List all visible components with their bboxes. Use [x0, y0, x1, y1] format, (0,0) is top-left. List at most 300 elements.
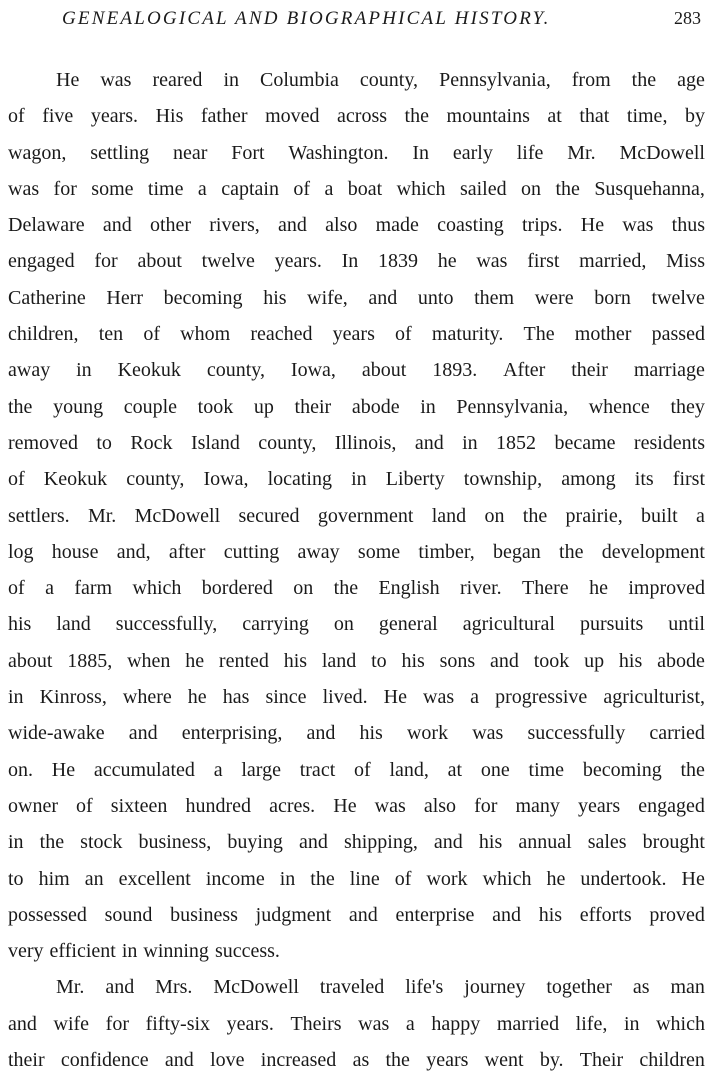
word: in: [223, 69, 239, 91]
text-line: [8, 98, 705, 134]
word: he: [589, 577, 608, 600]
word: becoming: [582, 758, 662, 781]
word: business: [170, 903, 238, 926]
word: sales: [587, 831, 627, 854]
word: winning: [143, 940, 209, 963]
word: He: [333, 794, 357, 817]
word: for: [474, 794, 498, 817]
word: years: [577, 794, 621, 817]
word: cutting: [223, 540, 280, 563]
word: Illinois,: [334, 431, 397, 454]
word: After: [503, 359, 546, 382]
word: McDowell: [213, 976, 299, 999]
word: reared: [152, 69, 203, 91]
word: the: [8, 395, 33, 418]
text-line: [8, 715, 705, 751]
word: made: [375, 214, 419, 237]
word: life,: [575, 1012, 608, 1035]
word: young: [53, 395, 104, 418]
text-line: [8, 171, 705, 207]
word: excellent: [118, 867, 191, 890]
word: and: [492, 903, 521, 926]
word: land: [56, 613, 91, 636]
word: from: [571, 69, 611, 91]
text-line: [8, 1042, 705, 1078]
word: Mr.: [567, 141, 596, 164]
word: his: [8, 613, 32, 636]
word: county,: [258, 431, 317, 454]
word: Fort: [231, 141, 265, 164]
word: years.: [274, 250, 322, 273]
word: coasting: [437, 214, 504, 237]
text-line: [8, 498, 705, 534]
word: wife,: [307, 286, 348, 309]
word: when: [127, 649, 171, 672]
text-line: [8, 788, 705, 824]
word: in: [462, 431, 478, 454]
word: Columbia: [260, 69, 339, 91]
word: captain: [221, 177, 279, 200]
word: confidence: [60, 1049, 149, 1072]
word: went: [484, 1049, 524, 1072]
word: Mr.: [87, 504, 117, 527]
word: shipping,: [343, 831, 418, 854]
word: after: [168, 540, 206, 563]
word: tract: [299, 758, 336, 781]
body-text: [8, 62, 705, 1078]
word: increased: [260, 1049, 337, 1072]
text-line: [8, 679, 705, 715]
word: a: [470, 686, 480, 709]
word: accumulated: [93, 758, 195, 781]
word: to: [371, 649, 387, 672]
word: and: [298, 831, 328, 854]
word: removed: [8, 431, 78, 454]
word: years.: [226, 1012, 274, 1035]
word: becoming: [163, 286, 243, 309]
word: five: [42, 105, 74, 128]
word: His: [155, 105, 184, 128]
word: first: [527, 250, 560, 273]
text-line: [8, 752, 705, 788]
word: was: [8, 177, 40, 200]
word: time,: [626, 105, 668, 128]
word: traveled: [319, 976, 385, 999]
word: was: [374, 794, 406, 817]
word: on.: [8, 758, 33, 781]
word: Their: [579, 1049, 624, 1072]
word: on: [521, 177, 542, 200]
word: and: [368, 286, 398, 309]
word: fifty-six: [145, 1012, 211, 1035]
word: of: [395, 323, 412, 346]
word: children: [639, 1049, 705, 1072]
word: of: [143, 323, 160, 346]
word: McDowell: [134, 504, 221, 527]
word: timber,: [418, 540, 475, 563]
word: Kinross,: [39, 686, 107, 709]
word: time: [528, 758, 565, 781]
word: agricultural: [462, 613, 555, 636]
word: in: [121, 940, 138, 963]
word: couple: [123, 395, 178, 418]
word: land,: [389, 758, 429, 781]
text-line: [8, 861, 705, 897]
word: judgment: [255, 903, 332, 926]
word: and: [102, 214, 132, 237]
word: the: [680, 758, 705, 781]
word: Miss: [666, 250, 705, 273]
word: in: [623, 1012, 640, 1035]
word: locating: [267, 468, 332, 491]
word: about: [137, 250, 182, 273]
word: also: [423, 794, 457, 817]
text-line: [8, 570, 705, 606]
word: they: [670, 395, 705, 418]
word: away: [297, 540, 340, 563]
word: improved: [628, 577, 705, 600]
word: by: [684, 105, 705, 128]
text-line: [8, 1006, 705, 1042]
word: as: [632, 976, 650, 999]
word: lived.: [322, 686, 368, 709]
word: owner: [8, 794, 58, 817]
word: Pennsylvania,: [456, 395, 569, 418]
word: of: [293, 177, 311, 200]
word: his: [263, 286, 287, 309]
word: ten: [98, 323, 124, 346]
word: annual: [518, 831, 572, 854]
word: many: [515, 794, 560, 817]
word: work: [426, 867, 468, 890]
text-line: [8, 425, 705, 461]
word: life's: [405, 976, 444, 999]
word: a: [45, 577, 54, 600]
word: for: [105, 1012, 129, 1035]
word: business,: [138, 831, 212, 854]
word: became: [554, 431, 616, 454]
word: whom: [180, 323, 231, 346]
word: years.: [90, 105, 139, 128]
word: Iowa,: [290, 359, 336, 382]
word: county,: [359, 69, 419, 91]
word: together: [546, 976, 612, 999]
word: its: [634, 468, 654, 491]
word: time: [147, 177, 184, 200]
word: buying: [227, 831, 283, 854]
word: and: [414, 431, 444, 454]
word: a: [324, 177, 334, 200]
word: Pennsylvania,: [439, 69, 551, 91]
word: sound: [104, 903, 153, 926]
word: In: [341, 250, 359, 273]
word: wife: [53, 1012, 90, 1035]
word: he: [546, 867, 566, 890]
word: river.: [459, 577, 502, 600]
word: in: [351, 468, 367, 491]
word: Island: [190, 431, 240, 454]
word: of: [8, 577, 25, 600]
word: residents: [633, 431, 705, 454]
word: was: [622, 214, 654, 237]
word: built: [641, 504, 678, 527]
word: which: [482, 867, 532, 890]
word: land: [321, 649, 357, 672]
running-header: [0, 8, 716, 34]
word: There: [522, 577, 569, 600]
word: house: [51, 540, 99, 563]
word: a: [405, 1012, 415, 1035]
word: Keokuk: [117, 359, 181, 382]
word: the: [555, 177, 580, 200]
text-line: [8, 643, 705, 679]
word: progressive: [495, 686, 588, 709]
word: Mrs.: [155, 976, 193, 999]
word: up: [253, 395, 274, 418]
word: married: [496, 1012, 560, 1035]
word: his: [359, 722, 383, 745]
word: enterprise: [395, 903, 475, 926]
word: to: [8, 867, 24, 890]
word: of: [394, 867, 412, 890]
word: township,: [463, 468, 543, 491]
word: maturity.: [431, 323, 504, 346]
word: brought: [642, 831, 705, 854]
word: engaged: [8, 250, 75, 273]
word: in: [8, 686, 24, 709]
word: marriage: [633, 359, 705, 382]
text-line: [8, 461, 705, 497]
word: on: [333, 613, 354, 636]
word: took: [197, 395, 234, 418]
word: took: [533, 649, 570, 672]
word: Iowa,: [203, 468, 249, 491]
word: McDowell: [619, 141, 705, 164]
word: carried: [649, 722, 705, 745]
word: He: [383, 686, 407, 709]
word: bordered: [201, 577, 273, 600]
word: happy: [431, 1012, 481, 1035]
word: 1852: [496, 431, 537, 454]
word: land: [431, 504, 467, 527]
word: as: [352, 1049, 370, 1072]
word: the: [559, 540, 584, 563]
word: on: [293, 577, 314, 600]
word: by.: [539, 1049, 564, 1072]
word: since: [265, 686, 307, 709]
word: general: [378, 613, 438, 636]
word: abode: [351, 395, 400, 418]
word: the: [333, 577, 359, 600]
word: successfully,: [115, 613, 218, 636]
word: trips.: [521, 214, 563, 237]
word: Theirs: [290, 1012, 342, 1035]
word: his: [538, 903, 563, 926]
word: him: [38, 867, 70, 890]
word: pursuits: [579, 613, 644, 636]
word: years: [426, 1049, 469, 1072]
word: were: [534, 286, 574, 309]
word: he: [187, 686, 207, 709]
word: his: [618, 649, 643, 672]
word: acres.: [269, 794, 316, 817]
word: some: [91, 177, 134, 200]
word: he: [185, 649, 205, 672]
word: one: [480, 758, 510, 781]
word: passed: [651, 323, 705, 346]
word: whence: [588, 395, 650, 418]
text-line: [8, 389, 705, 425]
word: county,: [126, 468, 185, 491]
word: of: [8, 105, 25, 128]
word: abode: [657, 649, 705, 672]
word: He: [56, 69, 80, 91]
word: Mr.: [56, 976, 85, 999]
word: Washington.: [288, 141, 389, 164]
word: boat: [347, 177, 383, 200]
word: a: [197, 177, 207, 200]
word: for: [53, 177, 77, 200]
word: to: [96, 431, 112, 454]
word: about: [361, 359, 407, 382]
word: until: [668, 613, 705, 636]
word: mother: [574, 323, 632, 346]
word: journey: [464, 976, 526, 999]
word: the: [522, 504, 548, 527]
word: line: [349, 867, 380, 890]
word: success.: [214, 940, 280, 963]
word: where: [122, 686, 172, 709]
word: among: [561, 468, 616, 491]
word: married,: [579, 250, 647, 273]
text-line: [8, 352, 705, 388]
word: began: [493, 540, 541, 563]
word: He: [681, 867, 705, 890]
word: that: [579, 105, 610, 128]
word: in: [279, 867, 296, 890]
page-number: 283: [674, 8, 701, 28]
word: of: [8, 468, 25, 491]
word: and: [278, 214, 307, 237]
word: on: [484, 504, 505, 527]
word: at: [547, 105, 562, 128]
word: the: [39, 831, 65, 854]
word: and: [8, 1012, 37, 1035]
word: county,: [206, 359, 265, 382]
word: He: [51, 758, 76, 781]
word: work: [406, 722, 449, 745]
word: first: [672, 468, 705, 491]
word: sixteen: [110, 794, 168, 817]
word: of: [76, 794, 93, 817]
word: at: [447, 758, 463, 781]
word: efforts: [579, 903, 632, 926]
word: stock: [80, 831, 123, 854]
word: secured: [238, 504, 300, 527]
word: age: [677, 69, 705, 91]
word: a: [213, 758, 223, 781]
word: in: [420, 395, 436, 418]
word: undertook.: [580, 867, 667, 890]
word: English: [378, 577, 440, 600]
text-line: [8, 62, 705, 98]
word: them: [474, 286, 515, 309]
word: up: [584, 649, 605, 672]
word: settling: [90, 141, 150, 164]
word: Rock: [130, 431, 173, 454]
word: his: [401, 649, 425, 672]
word: has: [222, 686, 250, 709]
word: wide-awake: [8, 722, 105, 745]
word: 1839: [378, 250, 418, 273]
word: and: [105, 976, 135, 999]
word: and: [306, 722, 336, 745]
word: was: [472, 722, 504, 745]
word: away: [8, 359, 51, 382]
word: efficient: [49, 940, 116, 963]
word: and: [433, 831, 463, 854]
word: sons: [439, 649, 476, 672]
word: In: [412, 141, 430, 164]
word: thus: [671, 214, 705, 237]
word: he: [437, 250, 457, 273]
word: life: [516, 141, 544, 164]
word: He: [580, 214, 605, 237]
word: the: [310, 867, 335, 890]
word: agriculturist,: [603, 686, 705, 709]
word: and,: [116, 540, 151, 563]
word: prairie,: [565, 504, 623, 527]
word: an: [84, 867, 104, 890]
word: also: [325, 214, 358, 237]
word: farm: [74, 577, 113, 600]
text-line: [8, 897, 705, 933]
word: log: [8, 540, 34, 563]
word: some: [357, 540, 401, 563]
text-line: [8, 243, 705, 279]
word: which: [656, 1012, 705, 1035]
word: income: [205, 867, 265, 890]
word: near: [172, 141, 208, 164]
word: their: [571, 359, 608, 382]
word: reached: [250, 323, 313, 346]
word: early: [452, 141, 493, 164]
word: man: [670, 976, 705, 999]
word: hundred: [185, 794, 252, 817]
word: in: [8, 831, 24, 854]
running-title: GENEALOGICAL AND BIOGRAPHICAL HISTORY.: [62, 8, 551, 29]
word: born: [594, 286, 631, 309]
word: which: [396, 177, 446, 200]
word: successfully: [527, 722, 626, 745]
word: 1885,: [67, 649, 113, 672]
text-line: [8, 606, 705, 642]
word: very: [8, 940, 44, 963]
word: his: [283, 649, 308, 672]
text-line: [8, 316, 705, 352]
word: his: [478, 831, 503, 854]
word: and: [128, 722, 158, 745]
word: twelve: [201, 250, 255, 273]
word: a: [696, 504, 705, 527]
word: which: [132, 577, 182, 600]
word: across: [337, 105, 388, 128]
word: development: [601, 540, 705, 563]
word: large: [241, 758, 281, 781]
word: unto: [417, 286, 454, 309]
word: engaged: [638, 794, 705, 817]
word: mountains: [446, 105, 530, 128]
